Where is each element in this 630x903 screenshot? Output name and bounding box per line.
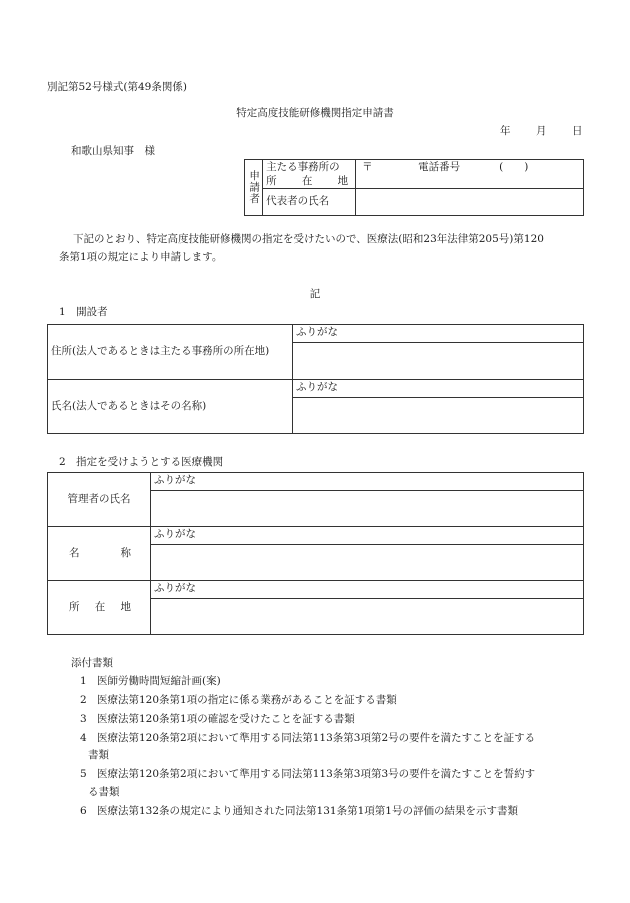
attachment-item-1: 1 医師労働時間短縮計画(案) <box>80 675 221 687</box>
attachment-item-6: 6 医療法第132条の規定により通知された同法第131条第1項第1号の評価の結果を示す書類 <box>80 805 518 817</box>
office-address-label: 主たる事務所の 所 在 地 <box>263 160 356 189</box>
body-text-line2: 条第1項の規定により申請します。 <box>59 251 223 263</box>
document-title: 特定高度技能研修機関指定申請書 <box>236 107 394 119</box>
institution-address-furigana: ふりがな <box>151 581 584 599</box>
applicant-table <box>244 159 584 216</box>
institution-table <box>47 472 584 635</box>
attachments-heading: 添付書類 <box>71 657 113 669</box>
manager-name-label: 管理者の氏名 <box>48 473 151 527</box>
founder-address-label: 住所(法人であるときは主たる事務所の所在地) <box>48 325 293 380</box>
manager-name-field[interactable] <box>151 491 584 527</box>
founder-name-field[interactable] <box>293 398 584 434</box>
institution-name-furigana: ふりがな <box>151 527 584 545</box>
attachment-item-5-cont: る書類 <box>88 786 120 798</box>
founder-address-furigana: ふりがな <box>293 325 584 343</box>
postal-mark: 〒 <box>362 161 373 173</box>
manager-furigana: ふりがな <box>151 473 584 491</box>
date-year: 年 <box>500 125 511 137</box>
founder-table <box>47 324 584 434</box>
attachment-item-4: 4 医療法第120条第2項において準用する同法第113条第3項第2号の要件を満たすことを証する <box>80 732 536 744</box>
form-number: 別記第52号様式(第49条関係) <box>47 81 187 93</box>
institution-name-label: 名 称 <box>48 527 151 581</box>
phone-label: 電話番号 <box>418 161 461 173</box>
representative-label: 代表者の氏名 <box>263 189 356 216</box>
institution-address-field[interactable] <box>151 599 584 635</box>
ki-heading: 記 <box>309 288 321 300</box>
section2-heading: 2 指定を受けようとする医療機関 <box>59 456 224 468</box>
section1-heading: 1 開設者 <box>59 306 108 318</box>
founder-address-field[interactable] <box>293 343 584 380</box>
addressee: 和歌山県知事 様 <box>71 145 155 157</box>
attachment-item-5: 5 医療法第120条第2項において準用する同法第113条第3項第3号の要件を満たすことを誓約す <box>80 768 536 780</box>
applicant-side-label: 申請者 <box>245 160 263 216</box>
date-month: 月 <box>536 125 547 137</box>
representative-field[interactable] <box>356 189 584 216</box>
phone-paren: ( ) <box>499 161 529 173</box>
attachment-item-2: 2 医療法第120条第1項の指定に係る業務があることを証する書類 <box>80 694 397 706</box>
date-day: 日 <box>572 125 583 137</box>
institution-address-label: 所 在 地 <box>48 581 151 635</box>
founder-name-furigana: ふりがな <box>293 380 584 398</box>
attachment-item-3: 3 医療法第120条第1項の確認を受けたことを証する書類 <box>80 713 355 725</box>
founder-name-label: 氏名(法人であるときはその名称) <box>48 380 293 434</box>
office-address-field[interactable] <box>356 160 584 189</box>
attachment-item-4-cont: 書類 <box>88 749 109 761</box>
body-text-line1: 下記のとおり、特定高度技能研修機関の指定を受けたいので、医療法(昭和23年法律第205号)第120 <box>73 233 544 245</box>
institution-name-field[interactable] <box>151 545 584 581</box>
